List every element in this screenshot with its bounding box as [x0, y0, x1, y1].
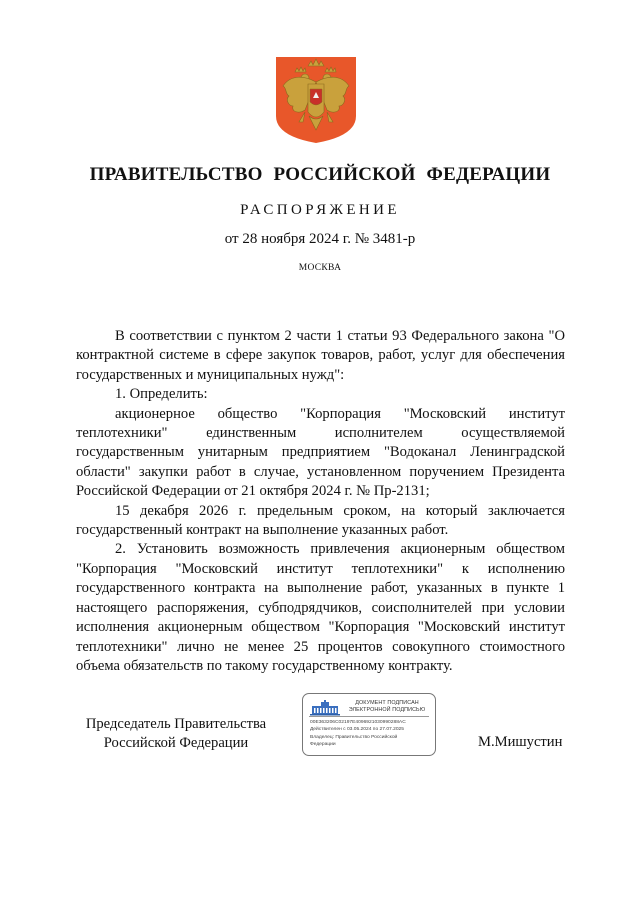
- paragraph-deadline: 15 декабря 2026 г. предельным сроком, на который заключается государственный контракт на выполнение указанных работ.: [76, 502, 565, 539]
- signatory-position-line2: Российской Федерации: [103, 735, 249, 751]
- paragraph-executor: акционерное общество "Корпорация "Московский институт теплотехники" единственным исполнителем осуществляемой государственным унитарным предприятием "Водоканал Ленинградской области" закупки работ в случае, установленном поручением Президента Российской Федерации от 21 октября 2024 г. № Пр-2131;: [76, 405, 565, 500]
- document-body: [76, 327, 565, 676]
- signatory-name: М.Мишустин: [478, 734, 563, 750]
- document-type: РАСПОРЯЖЕНИЕ: [240, 202, 400, 218]
- government-building-icon: [309, 700, 341, 716]
- esign-owner-line2: Федерации: [310, 741, 336, 747]
- city-name: МОСКВА: [298, 263, 342, 273]
- paragraph-item-1: 1. Определить:: [115, 386, 208, 403]
- coat-of-arms-emblem: [275, 56, 357, 144]
- esign-title: [343, 700, 431, 713]
- esign-owner-line1: Владелец: Правительство Российской: [310, 734, 398, 740]
- document-date-number: от 28 ноября 2024 г. № 3481-р: [224, 231, 416, 247]
- government-title: ПРАВИТЕЛЬСТВО РОССИЙСКОЙ ФЕДЕРАЦИИ: [89, 164, 551, 185]
- paragraph-item-2: 2. Установить возможность привлечения акционерным обществом "Корпорация "Московский институт теплотехники" к исполнению государственного контракта на выполнение работ, указанных в пункте 1 настоящего распоряжения, субподрядчиков, соисполнителей при условии исполнения акционерным обществом "Корпорация "Московский институт теплотехники" лично не менее 25 процентов совокупного стоимостного объема обязательств по такому государственному контракту.: [76, 541, 565, 674]
- esign-validity: Действителен с 03.05.2024 по 27.07.2025: [310, 727, 404, 733]
- esign-divider: [309, 716, 429, 717]
- esign-certificate: 00E363206C02197E4096921030990288AC: [310, 720, 406, 725]
- esign-title-line1: ДОКУМЕНТ ПОДПИСАН: [355, 700, 419, 706]
- paragraph-preamble: В соответствии с пунктом 2 части 1 статьи 93 Федерального закона "О контрактной системе в сфере закупок товаров, работ, услуг для обеспечения государственных и муниципальных нужд":: [76, 328, 565, 383]
- electronic-signature-stamp: [302, 693, 436, 756]
- signatory-position: [76, 715, 276, 753]
- esign-title-line2: ЭЛЕКТРОННОЙ ПОДПИСЬЮ: [348, 706, 426, 713]
- signatory-position-line1: Председатель Правительства: [85, 716, 267, 732]
- esign-details: [310, 719, 432, 748]
